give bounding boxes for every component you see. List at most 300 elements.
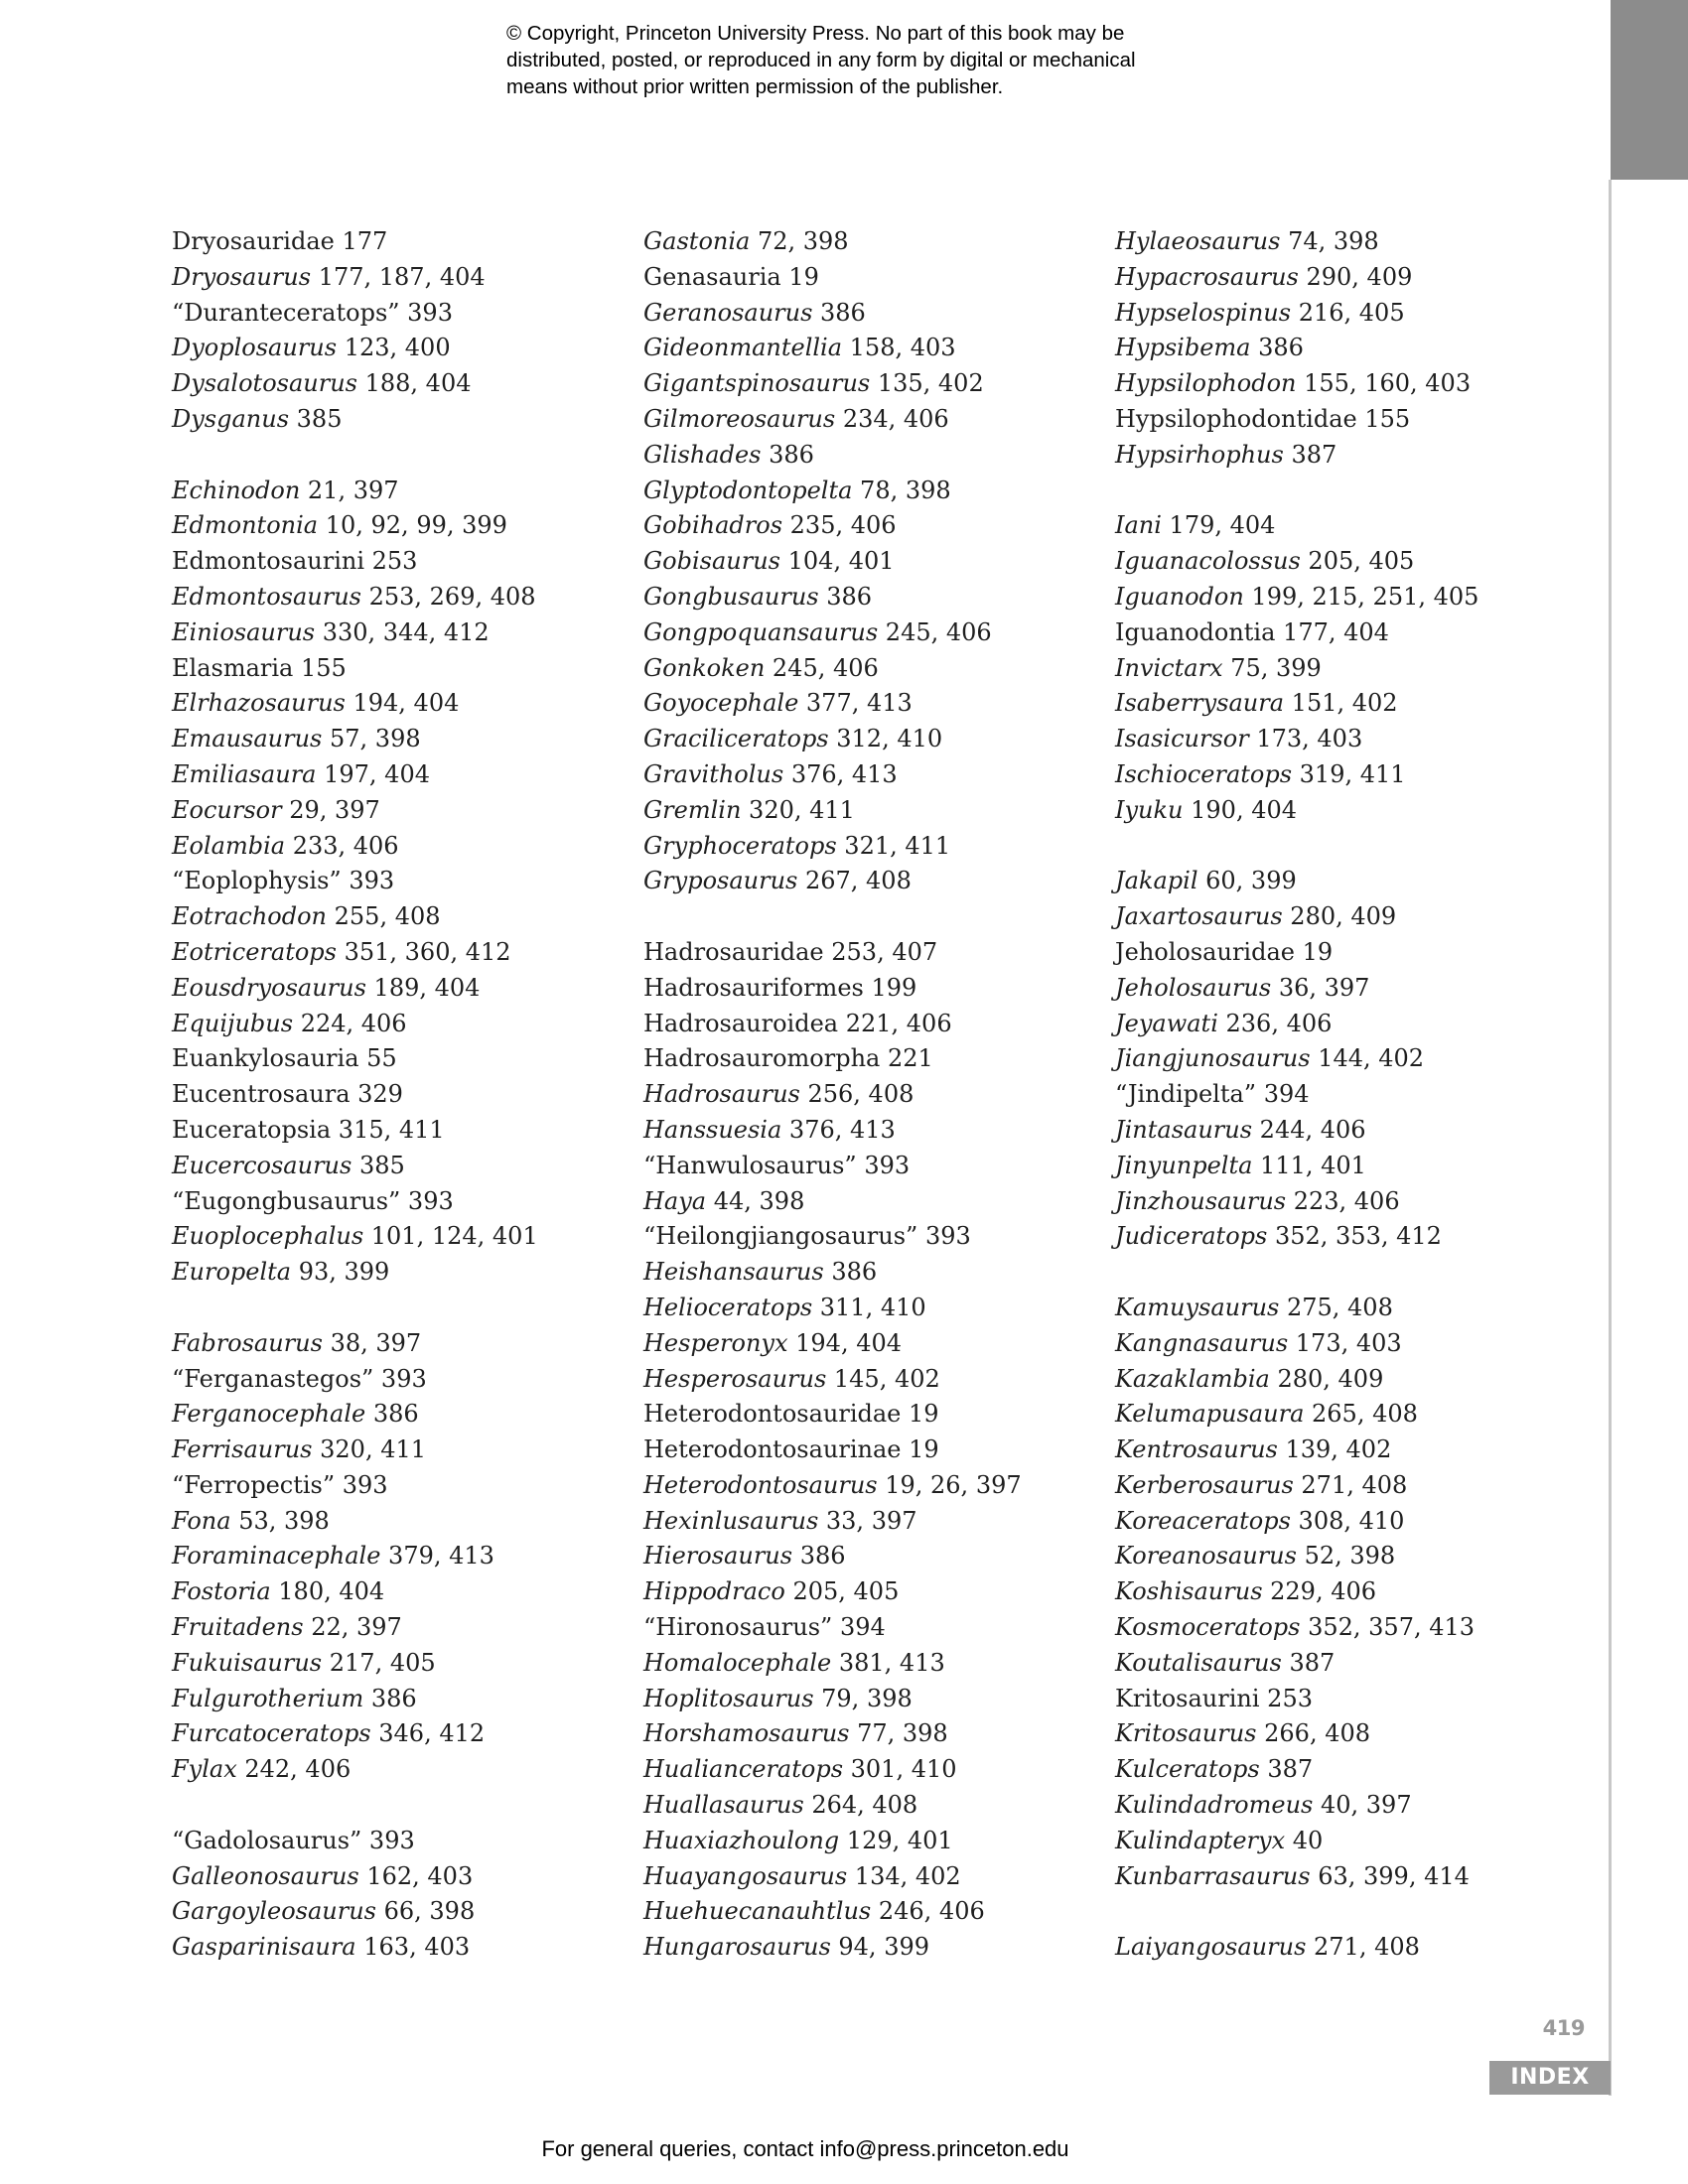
index-entry xyxy=(1115,722,1572,757)
entry-spacer xyxy=(1115,829,1572,865)
index-entry xyxy=(172,366,629,402)
index-term: Heishansaurus xyxy=(643,1258,824,1287)
index-pages: 377, 413 xyxy=(798,689,913,718)
index-pages: 180, 404 xyxy=(270,1577,385,1606)
index-entry xyxy=(1115,1682,1572,1717)
index-term: Heterodontosaurinae xyxy=(643,1435,902,1464)
index-pages: 385 xyxy=(352,1151,405,1179)
index-term: Gongpoquansaurus xyxy=(643,617,879,646)
index-entry xyxy=(643,1824,1100,1859)
index-pages: 190, 404 xyxy=(1183,795,1298,824)
index-entry xyxy=(643,331,1100,366)
copyright-notice xyxy=(506,20,1301,100)
index-entry xyxy=(172,508,629,544)
index-pages: 308, 410 xyxy=(1290,1506,1405,1535)
index-term: Kulceratops xyxy=(1115,1755,1260,1784)
index-pages: 223, 406 xyxy=(1286,1186,1400,1215)
index-term: Koshisaurus xyxy=(1115,1577,1263,1606)
index-pages: 255, 408 xyxy=(327,902,441,931)
index-pages: 386 xyxy=(365,1400,419,1429)
index-pages: 224, 406 xyxy=(293,1009,407,1037)
page-number: 419 xyxy=(1542,2016,1585,2040)
index-term: Koreaceratops xyxy=(1115,1506,1291,1535)
index-entry xyxy=(643,474,1100,509)
index-pages: 19, 26, 397 xyxy=(877,1470,1022,1499)
copyright-line: distributed, posted, or reproduced in any form by digital or mechanical xyxy=(506,49,1136,71)
index-term: Jakapil xyxy=(1115,867,1198,895)
index-term: Horshamosaurus xyxy=(643,1719,850,1748)
index-term: Goyocephale xyxy=(643,689,799,718)
index-pages: 52, 398 xyxy=(1296,1542,1396,1570)
index-term: Jeyawati xyxy=(1115,1009,1218,1037)
index-entry xyxy=(643,508,1100,544)
index-term: Invictarx xyxy=(1115,653,1223,682)
index-entry xyxy=(1115,615,1572,651)
index-pages: 376, 413 xyxy=(783,759,898,788)
index-term: Isasicursor xyxy=(1115,725,1249,753)
index-pages: 79, 398 xyxy=(813,1684,913,1712)
index-term: Jeholosaurus xyxy=(1115,973,1272,1002)
index-entry xyxy=(172,793,629,829)
index-pages: 199 xyxy=(863,973,917,1002)
index-entry xyxy=(643,1930,1100,1966)
index-pages: 387 xyxy=(1281,1648,1336,1677)
index-entry xyxy=(643,686,1100,722)
index-pages: 66, 398 xyxy=(375,1897,476,1926)
index-term: Gravitholus xyxy=(643,759,784,788)
index-term: Hypsilophodontidae xyxy=(1115,404,1357,433)
index-entry xyxy=(172,615,629,651)
index-term: Gasparinisaura xyxy=(172,1933,356,1962)
index-term: Jintasaurus xyxy=(1115,1115,1253,1144)
index-pages: 376, 413 xyxy=(781,1115,896,1144)
index-pages: 194, 404 xyxy=(345,689,460,718)
index-entry xyxy=(172,1077,629,1113)
index-pages: 177, 187, 404 xyxy=(311,262,486,291)
index-term: “Hanwulosaurus” xyxy=(643,1151,857,1179)
index-entry xyxy=(643,1788,1100,1824)
index-pages: 221 xyxy=(880,1044,933,1073)
index-term: Genasauria xyxy=(643,262,781,291)
index-entry xyxy=(1115,260,1572,296)
index-term: Elasmaria xyxy=(172,653,294,682)
index-term: Echinodon xyxy=(172,476,301,504)
index-pages: 221, 406 xyxy=(838,1009,952,1037)
index-term: Eotrachodon xyxy=(172,902,328,931)
index-pages: 275, 408 xyxy=(1279,1293,1393,1321)
index-entry xyxy=(1115,1610,1572,1646)
index-pages: 123, 400 xyxy=(337,334,451,362)
index-term: Huehuecanauhtlus xyxy=(643,1897,872,1926)
index-entry xyxy=(1115,1326,1572,1362)
index-pages: 387 xyxy=(1259,1755,1314,1784)
index-term: Hypsirhophus xyxy=(1115,440,1284,469)
index-entry xyxy=(172,1504,629,1540)
index-term: Huaxiazhoulong xyxy=(643,1826,840,1854)
index-pages: 301, 410 xyxy=(843,1755,957,1784)
index-entry xyxy=(643,864,1100,899)
index-entry xyxy=(1115,1646,1572,1682)
index-pages: 265, 408 xyxy=(1304,1400,1418,1429)
index-term: Kritosaurus xyxy=(1115,1719,1257,1748)
index-term: Hypsibema xyxy=(1115,334,1251,362)
index-entry xyxy=(643,438,1100,474)
index-entry xyxy=(643,1504,1100,1540)
index-entry xyxy=(643,1433,1100,1468)
index-term: Fukuisaurus xyxy=(172,1648,323,1677)
index-entry xyxy=(172,651,629,687)
index-entry xyxy=(1115,1113,1572,1149)
index-term: Edmontosaurini xyxy=(172,547,365,576)
index-term: Emausaurus xyxy=(172,725,323,753)
entry-spacer xyxy=(643,899,1100,935)
index-term: Hypacrosaurus xyxy=(1115,262,1299,291)
index-entry xyxy=(1115,1468,1572,1504)
index-entry xyxy=(172,757,629,793)
index-pages: 10, 92, 99, 399 xyxy=(318,511,507,540)
index-pages: 72, 398 xyxy=(750,227,849,255)
index-pages: 189, 404 xyxy=(365,973,481,1002)
page-edge-line xyxy=(1609,180,1612,2096)
index-pages: 139, 402 xyxy=(1277,1435,1392,1464)
index-entry xyxy=(1115,971,1572,1007)
index-pages: 253, 407 xyxy=(823,937,938,966)
index-term: Hualianceratops xyxy=(643,1755,844,1784)
index-term: Isaberrysaura xyxy=(1115,689,1285,718)
index-entry xyxy=(1115,580,1572,615)
index-pages: 352, 353, 412 xyxy=(1267,1222,1442,1251)
index-entry xyxy=(172,1682,629,1717)
index-entry xyxy=(643,1539,1100,1574)
index-pages: 177 xyxy=(334,227,388,255)
index-entry xyxy=(172,1362,629,1398)
index-term: Hylaeosaurus xyxy=(1115,227,1281,255)
index-term: Iani xyxy=(1115,511,1162,540)
index-pages: 93, 399 xyxy=(291,1258,390,1287)
index-entry xyxy=(643,1007,1100,1042)
index-pages: 329 xyxy=(350,1080,403,1109)
index-pages: 253, 269, 408 xyxy=(360,582,536,611)
index-pages: 386 xyxy=(792,1542,846,1570)
index-entry xyxy=(1115,544,1572,580)
index-entry xyxy=(172,1184,629,1220)
index-entry xyxy=(1115,1007,1572,1042)
index-term: Hadrosauriformes xyxy=(643,973,864,1002)
index-pages: 394 xyxy=(832,1613,886,1642)
index-term: “Gadolosaurus” xyxy=(172,1826,362,1854)
index-term: “Hironosaurus” xyxy=(643,1613,833,1642)
index-pages: 271, 408 xyxy=(1306,1933,1420,1962)
index-pages: 385 xyxy=(289,404,343,433)
index-term: Gryphoceratops xyxy=(643,831,837,860)
index-pages: 393 xyxy=(400,1186,454,1215)
index-entry xyxy=(643,296,1100,332)
index-pages: 256, 408 xyxy=(799,1080,914,1109)
index-term: Jiangjunosaurus xyxy=(1115,1044,1311,1073)
index-term: Jeholosauridae xyxy=(1115,937,1295,966)
index-entry xyxy=(643,1326,1100,1362)
entry-spacer xyxy=(172,1788,629,1824)
index-pages: 21, 397 xyxy=(300,476,399,504)
index-entry xyxy=(643,1149,1100,1184)
index-term: Fabrosaurus xyxy=(172,1328,323,1357)
index-entry xyxy=(172,1433,629,1468)
index-term: Koreanosaurus xyxy=(1115,1542,1297,1570)
index-entry xyxy=(1115,935,1572,971)
index-pages: 229, 406 xyxy=(1262,1577,1377,1606)
copyright-line: means without prior written permission of the publisher. xyxy=(506,75,1004,98)
index-entry xyxy=(172,1149,629,1184)
index-term: Galleonosaurus xyxy=(172,1861,359,1890)
index-entry xyxy=(172,1539,629,1574)
index-pages: 351, 360, 412 xyxy=(336,937,511,966)
index-entry xyxy=(643,1219,1100,1255)
index-pages: 205, 405 xyxy=(1300,547,1415,576)
index-entry xyxy=(1115,1504,1572,1540)
index-pages: 188, 404 xyxy=(356,369,472,398)
index-pages: 145, 402 xyxy=(826,1364,940,1393)
index-pages: 379, 413 xyxy=(380,1542,494,1570)
index-pages: 162, 403 xyxy=(358,1861,474,1890)
footer-contact: For general queries, contact info@press.princeton.edu xyxy=(541,2136,1069,2161)
index-entry xyxy=(172,722,629,757)
index-pages: 60, 399 xyxy=(1197,867,1297,895)
index-term: Fona xyxy=(172,1506,231,1535)
index-entry xyxy=(1115,1574,1572,1610)
index-pages: 393 xyxy=(335,1470,388,1499)
index-term: Helioceratops xyxy=(643,1293,813,1321)
index-column-1 xyxy=(172,224,629,1966)
index-entry xyxy=(172,331,629,366)
index-entry xyxy=(643,1610,1100,1646)
index-pages: 144, 402 xyxy=(1310,1044,1425,1073)
index-term: Koutalisaurus xyxy=(1115,1648,1282,1677)
index-entry xyxy=(643,935,1100,971)
index-pages: 386 xyxy=(812,298,866,327)
index-pages: 246, 406 xyxy=(871,1897,985,1926)
index-pages: 75, 399 xyxy=(1222,653,1322,682)
index-pages: 320, 411 xyxy=(312,1435,427,1464)
index-entry xyxy=(643,793,1100,829)
index-term: Hanssuesia xyxy=(643,1115,782,1144)
index-pages: 393 xyxy=(341,867,395,895)
index-entry xyxy=(1115,1149,1572,1184)
index-term: Haya xyxy=(643,1186,707,1215)
copyright-line: © Copyright, Princeton University Press. No part of this book may be xyxy=(506,22,1125,45)
index-term: Jaxartosaurus xyxy=(1115,902,1283,931)
index-term: Hesperosaurus xyxy=(643,1364,827,1393)
index-entry xyxy=(172,1930,629,1966)
index-entry xyxy=(1115,1184,1572,1220)
index-entry xyxy=(1115,1716,1572,1752)
index-term: Glishades xyxy=(643,440,762,469)
index-term: Elrhazosaurus xyxy=(172,689,346,718)
index-pages: 266, 408 xyxy=(1256,1719,1371,1748)
index-term: Furcatoceratops xyxy=(172,1719,371,1748)
index-pages: 244, 406 xyxy=(1252,1115,1366,1144)
index-entry xyxy=(643,829,1100,865)
index-pages: 352, 357, 413 xyxy=(1300,1613,1476,1642)
index-term: Hadrosauromorpha xyxy=(643,1044,881,1073)
index-term: Kazaklambia xyxy=(1115,1364,1270,1393)
index-pages: 74, 398 xyxy=(1280,227,1379,255)
index-entry xyxy=(172,580,629,615)
index-term: Eousdryosaurus xyxy=(172,973,366,1002)
index-term: Dysalotosaurus xyxy=(172,369,357,398)
index-entry xyxy=(643,224,1100,260)
index-entry xyxy=(643,1184,1100,1220)
index-entry xyxy=(1115,899,1572,935)
section-tab: INDEX xyxy=(1489,2061,1611,2095)
index-entry xyxy=(643,1291,1100,1326)
index-pages: 320, 411 xyxy=(741,795,855,824)
index-entry xyxy=(1115,1788,1572,1824)
index-entry xyxy=(1115,1362,1572,1398)
index-term: Heterodontosaurus xyxy=(643,1470,878,1499)
index-term: Hadrosaurus xyxy=(643,1080,800,1109)
index-entry xyxy=(643,615,1100,651)
index-entry xyxy=(1115,331,1572,366)
index-pages: 386 xyxy=(761,440,814,469)
index-entry xyxy=(1115,402,1572,438)
index-term: Iguanodon xyxy=(1115,582,1244,611)
index-term: Ferganocephale xyxy=(172,1400,366,1429)
index-pages: 33, 397 xyxy=(818,1506,917,1535)
index-term: “Ferropectis” xyxy=(172,1470,336,1499)
index-entry xyxy=(643,722,1100,757)
index-pages: 155 xyxy=(1356,404,1411,433)
index-entry xyxy=(172,1468,629,1504)
index-term: Hypselospinus xyxy=(1115,298,1292,327)
index-entry xyxy=(643,1859,1100,1895)
index-entry xyxy=(1115,793,1572,829)
index-term: Dyoplosaurus xyxy=(172,334,338,362)
index-pages: 381, 413 xyxy=(831,1648,945,1677)
index-pages: 319, 411 xyxy=(1292,759,1406,788)
index-entry xyxy=(643,1646,1100,1682)
index-term: Huayangosaurus xyxy=(643,1861,848,1890)
index-pages: 311, 410 xyxy=(812,1293,926,1321)
index-entry xyxy=(1115,224,1572,260)
index-term: Homalocephale xyxy=(643,1648,832,1677)
index-pages: 253 xyxy=(1259,1684,1313,1712)
index-entry xyxy=(643,1041,1100,1077)
index-term: Gryposaurus xyxy=(643,867,798,895)
index-term: Graciliceratops xyxy=(643,725,829,753)
index-pages: 19 xyxy=(901,1400,939,1429)
index-pages: 194, 404 xyxy=(787,1328,903,1357)
index-pages: 94, 399 xyxy=(830,1933,929,1962)
index-entry xyxy=(643,1077,1100,1113)
index-pages: 40 xyxy=(1285,1826,1324,1854)
index-entry xyxy=(643,580,1100,615)
index-pages: 245, 406 xyxy=(765,653,879,682)
index-pages: 63, 399, 414 xyxy=(1310,1861,1470,1890)
index-pages: 387 xyxy=(1283,440,1337,469)
index-term: Kritosaurini xyxy=(1115,1684,1260,1712)
index-term: Gobisaurus xyxy=(643,547,780,576)
index-pages: 267, 408 xyxy=(797,867,912,895)
index-pages: 393 xyxy=(917,1222,971,1251)
index-entry xyxy=(1115,1824,1572,1859)
index-term: “Eoplophysis” xyxy=(172,867,342,895)
entry-spacer xyxy=(1115,1894,1572,1930)
index-term: Ischioceratops xyxy=(1115,759,1293,788)
index-pages: 197, 404 xyxy=(316,759,430,788)
index-term: Hungarosaurus xyxy=(643,1933,831,1962)
index-entry xyxy=(172,1255,629,1291)
index-entry xyxy=(172,1574,629,1610)
index-pages: 393 xyxy=(373,1364,427,1393)
index-term: “Heilongjiangosaurus” xyxy=(643,1222,918,1251)
index-pages: 53, 398 xyxy=(230,1506,330,1535)
index-term: Hierosaurus xyxy=(643,1542,793,1570)
entry-spacer xyxy=(1115,1255,1572,1291)
index-term: Fulgurotherium xyxy=(172,1684,364,1712)
index-entry xyxy=(172,1859,629,1895)
index-pages: 173, 403 xyxy=(1248,725,1363,753)
index-pages: 40, 397 xyxy=(1313,1791,1412,1820)
index-entry xyxy=(172,864,629,899)
index-entry xyxy=(1115,366,1572,402)
index-term: Fylax xyxy=(172,1755,237,1784)
index-pages: 36, 397 xyxy=(1271,973,1370,1002)
index-pages: 57, 398 xyxy=(322,725,421,753)
index-entry xyxy=(643,1716,1100,1752)
index-term: Iguanacolossus xyxy=(1115,547,1301,576)
index-term: Emiliasaura xyxy=(172,759,317,788)
index-term: Euoplocephalus xyxy=(172,1222,364,1251)
index-pages: 235, 406 xyxy=(782,511,897,540)
index-term: “Duranteceratops” xyxy=(172,298,400,327)
index-term: Dysganus xyxy=(172,404,290,433)
index-pages: 129, 401 xyxy=(839,1826,953,1854)
index-term: Euankylosauria xyxy=(172,1044,359,1073)
index-pages: 280, 409 xyxy=(1282,902,1397,931)
index-term: Kerberosaurus xyxy=(1115,1470,1294,1499)
index-pages: 386 xyxy=(818,582,873,611)
index-term: Judiceratops xyxy=(1115,1222,1268,1251)
index-term: Gargoyleosaurus xyxy=(172,1897,376,1926)
index-pages: 173, 403 xyxy=(1288,1328,1402,1357)
index-term: Iguanodontia xyxy=(1115,617,1276,646)
index-term: Edmontosaurus xyxy=(172,582,361,611)
index-term: Kunbarrasaurus xyxy=(1115,1861,1311,1890)
index-entry xyxy=(643,1362,1100,1398)
index-term: Eucentrosaura xyxy=(172,1080,351,1109)
index-term: “Eugongbusaurus” xyxy=(172,1186,401,1215)
index-entry xyxy=(172,1219,629,1255)
index-pages: 151, 402 xyxy=(1284,689,1398,718)
index-pages: 44, 398 xyxy=(706,1186,805,1215)
index-entry xyxy=(1115,1433,1572,1468)
index-term: “Ferganastegos” xyxy=(172,1364,374,1393)
index-entry xyxy=(172,686,629,722)
index-entry xyxy=(172,829,629,865)
index-entry xyxy=(643,1397,1100,1433)
index-entry xyxy=(172,971,629,1007)
index-term: Heterodontosauridae xyxy=(643,1400,902,1429)
index-term: Hesperonyx xyxy=(643,1328,788,1357)
index-pages: 163, 403 xyxy=(355,1933,471,1962)
index-term: Hexinlusaurus xyxy=(643,1506,819,1535)
index-entry xyxy=(1115,508,1572,544)
index-entry xyxy=(172,1610,629,1646)
index-pages: 393 xyxy=(361,1826,415,1854)
index-term: Kelumapusaura xyxy=(1115,1400,1305,1429)
index-entry xyxy=(1115,438,1572,474)
index-entry xyxy=(172,296,629,332)
